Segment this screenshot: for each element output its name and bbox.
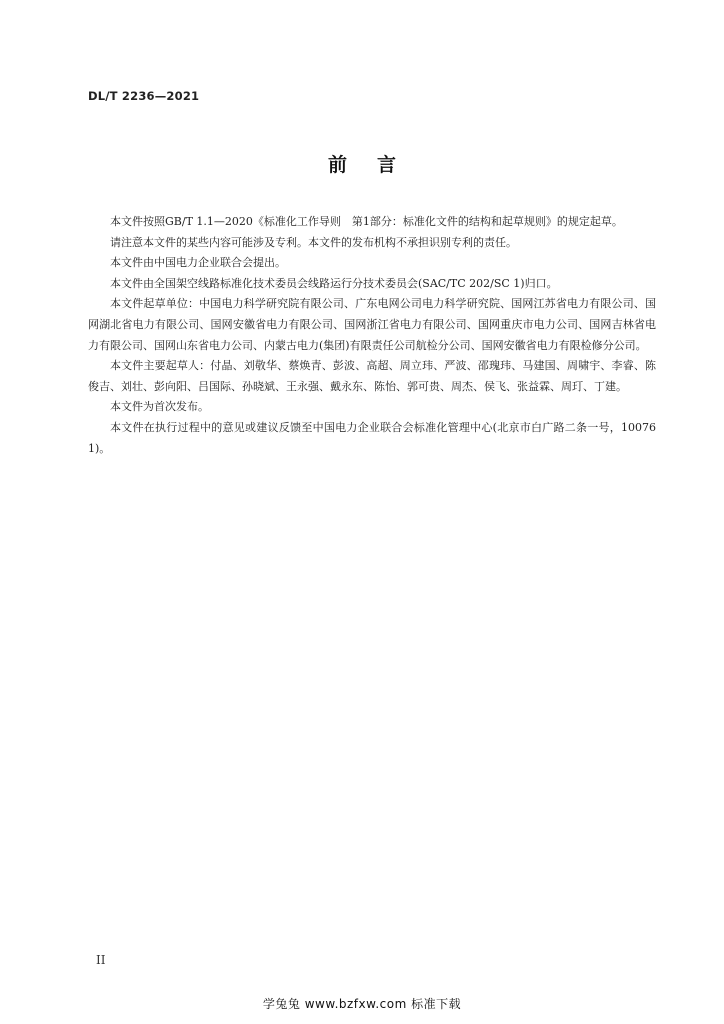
paragraph-first-release: 本文件为首次发布。 [110, 400, 209, 414]
page-number: II [96, 953, 106, 967]
paragraph-committee: 本文件由全国架空线路标准化技术委员会线路运行分技术委员会(SAC/TC 202/SC 1)归口。 [110, 276, 558, 290]
paragraph-drafters: 本文件主要起草人：付晶、刘敬华、蔡焕青、彭波、高超、周立玮、严波、邵瑰玮、马建国、周啸宇、李睿、陈俊吉、刘壮、彭向阳、吕国际、孙晓斌、王永强、戴永东、陈怡、郭可贵、周杰、侯飞、张益霖、周玎、丁建。 [88, 359, 656, 393]
page-title: 前言 [327, 154, 426, 176]
document-code: DL/T 2236—2021 [88, 89, 200, 103]
paragraph-patent-notice: 请注意本文件的某些内容可能涉及专利。本文件的发布机构不承担识别专利的责任。 [110, 235, 517, 249]
footer-watermark: 学兔兔 www.bzfxw.com 标准下载 [262, 997, 462, 1011]
paragraph-feedback: 本文件在执行过程中的意见或建议反馈至中国电力企业联合会标准化管理中心(北京市白广路二条一号，100761)。 [88, 420, 656, 455]
foreword-body [88, 212, 656, 459]
paragraph-proposer: 本文件由中国电力企业联合会提出。 [110, 256, 286, 270]
paragraph-drafting-rules: 本文件按照GB/T 1.1—2020《标准化工作导则 第1部分：标准化文件的结构和起草规则》的规定起草。 [110, 215, 623, 228]
paragraph-drafting-units: 本文件起草单位：中国电力科学研究院有限公司、广东电网公司电力科学研究院、国网江苏省电力有限公司、国网湖北省电力有限公司、国网安徽省电力有限公司、国网浙江省电力有限公司、国网重庆市电力公司、国网吉林省电力有限公司、国网山东省电力公司、内蒙古电力(集团)有限责任公司航检分公司、国网安徽省电力有限检修分公司。 [88, 297, 656, 352]
